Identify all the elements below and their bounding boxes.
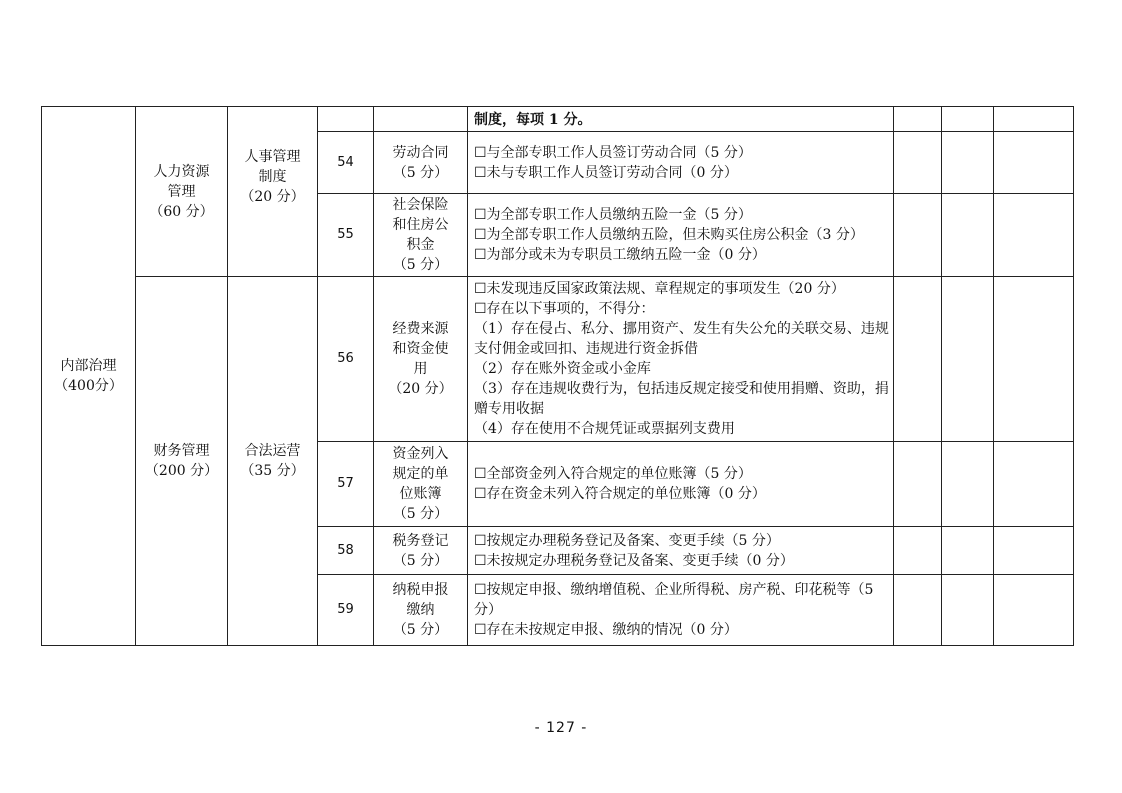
evaluation-table	[41, 106, 1074, 646]
criteria-line: （1）存在侵占、私分、挪用资产、发生有失公允的关联交易、违规支付佣金或回扣、违规进行资金拆借	[474, 321, 889, 357]
criteria-line: ☐未发现违反国家政策法规、章程规定的事项发生（20 分）	[474, 281, 845, 297]
item-line: （5 分）	[392, 257, 449, 273]
score-cell-empty	[994, 277, 1074, 442]
item-line: 社会保险	[392, 197, 449, 213]
level1-cell	[42, 107, 136, 646]
score-cell-empty	[942, 132, 994, 194]
item-line: （5 分）	[392, 164, 449, 181]
item-line: （5 分）	[392, 506, 449, 522]
item-line: 资金列入	[392, 446, 449, 462]
row-number: 59	[318, 575, 374, 646]
level2-fin-label: 财务管理	[153, 443, 210, 459]
level1-label: 内部治理	[60, 358, 117, 374]
score-cell-empty	[894, 527, 942, 575]
row-number: 54	[318, 132, 374, 194]
criteria-line: ☐按规定申报、缴纳增值税、企业所得税、房产税、印花税等（5 分）	[474, 582, 874, 618]
number-cell	[318, 107, 374, 132]
item-line: （5 分）	[392, 622, 449, 638]
item-line: 用	[413, 361, 428, 377]
score-cell-empty	[994, 527, 1074, 575]
level3-hr-label-line: 制度	[258, 169, 287, 185]
criteria-line: ☐全部资金列入符合规定的单位账簿（5 分）	[474, 466, 752, 482]
score-cell-empty	[942, 107, 994, 132]
item-cell	[374, 527, 468, 575]
level2-hr-label-line: 管理	[167, 183, 196, 200]
level2-hr-score: （60 分）	[149, 203, 214, 220]
criteria-cell	[468, 132, 894, 194]
level2-fin-score: （200 分）	[144, 463, 219, 479]
item-line: 规定的单	[392, 466, 449, 482]
criteria-line: ☐为全部专职工作人员缴纳五险一金（5 分）	[474, 207, 752, 223]
score-cell-empty	[942, 442, 994, 527]
level3-hr-label-line: 人事管理	[244, 149, 301, 165]
item-line: 经费来源	[392, 321, 449, 337]
score-cell-empty	[942, 194, 994, 277]
criteria-line: ☐存在以下事项的，不得分：	[474, 301, 655, 317]
score-cell-empty	[994, 194, 1074, 277]
level2-hr-cell	[136, 107, 228, 277]
page-number: - 127 -	[534, 720, 588, 736]
item-cell	[374, 277, 468, 442]
criteria-cell	[468, 277, 894, 442]
table-row	[42, 107, 1074, 132]
row-number: 55	[318, 194, 374, 277]
level3-fin-score: （35 分）	[240, 463, 305, 479]
criteria-line: ☐为部分或未为专职员工缴纳五险一金（0 分）	[474, 247, 766, 263]
item-cell	[374, 107, 468, 132]
level2-fin-cell	[136, 277, 228, 646]
row-number: 56	[318, 277, 374, 442]
level3-hr-score: （20 分）	[240, 189, 305, 205]
criteria-line: （4）存在使用不合规凭证或票据列支费用	[474, 421, 735, 437]
score-cell-empty	[994, 442, 1074, 527]
score-cell-empty	[994, 132, 1074, 194]
criteria-line: （3）存在违规收费行为，包括违反规定接受和使用捐赠、资助，捐赠专用收据	[474, 381, 889, 417]
score-cell-empty	[994, 575, 1074, 646]
item-cell	[374, 132, 468, 194]
score-cell-empty	[942, 575, 994, 646]
criteria-line: ☐与全部专职工作人员签订劳动合同（5 分）	[474, 144, 752, 161]
score-cell-empty	[894, 194, 942, 277]
item-line: 和资金使	[392, 341, 449, 357]
score-cell-empty	[894, 277, 942, 442]
item-line: 积金	[406, 237, 435, 253]
criteria-line: ☐存在未按规定申报、缴纳的情况（0 分）	[474, 622, 738, 638]
item-line: （20 分）	[388, 381, 453, 397]
item-line: 纳税申报	[392, 582, 449, 598]
item-line: 位账簿	[399, 486, 442, 502]
criteria-cell	[468, 575, 894, 646]
item-line: 缴纳	[406, 602, 435, 618]
criteria-cell	[468, 442, 894, 527]
criteria-cell	[468, 527, 894, 575]
criteria-line: ☐为全部专职工作人员缴纳五险，但未购买住房公积金（3 分）	[474, 227, 864, 243]
score-cell-empty	[894, 442, 942, 527]
item-cell	[374, 194, 468, 277]
item-line: 税务登记	[392, 532, 449, 549]
criteria-cell	[468, 194, 894, 277]
criteria-cell	[468, 107, 894, 132]
criteria-line: ☐未按规定办理税务登记及备案、变更手续（0 分）	[474, 552, 794, 569]
criteria-fragment: 制度，每项 1 分。	[474, 112, 592, 128]
level3-fin-cell	[228, 277, 318, 646]
level3-hr-cell	[228, 107, 318, 277]
score-cell-empty	[942, 527, 994, 575]
score-cell-empty	[894, 132, 942, 194]
row-number: 57	[318, 442, 374, 527]
score-cell-empty	[894, 575, 942, 646]
item-line: 和住房公	[392, 217, 449, 233]
item-line: 劳动合同	[392, 144, 449, 161]
criteria-line: ☐按规定办理税务登记及备案、变更手续（5 分）	[474, 532, 780, 549]
score-cell-empty	[994, 107, 1074, 132]
level3-fin-label: 合法运营	[244, 443, 301, 459]
score-cell-empty	[894, 107, 942, 132]
criteria-line: （2）存在账外资金或小金库	[474, 361, 651, 377]
level1-score: （400分）	[54, 378, 123, 394]
criteria-line: ☐存在资金未列入符合规定的单位账簿（0 分）	[474, 486, 766, 502]
row-number: 58	[318, 527, 374, 575]
item-cell	[374, 442, 468, 527]
criteria-line: ☐未与专职工作人员签订劳动合同（0 分）	[474, 164, 738, 181]
score-cell-empty	[942, 277, 994, 442]
level2-hr-label-line: 人力资源	[153, 163, 210, 180]
table-row	[42, 277, 1074, 442]
item-cell	[374, 575, 468, 646]
item-line: （5 分）	[392, 552, 449, 569]
